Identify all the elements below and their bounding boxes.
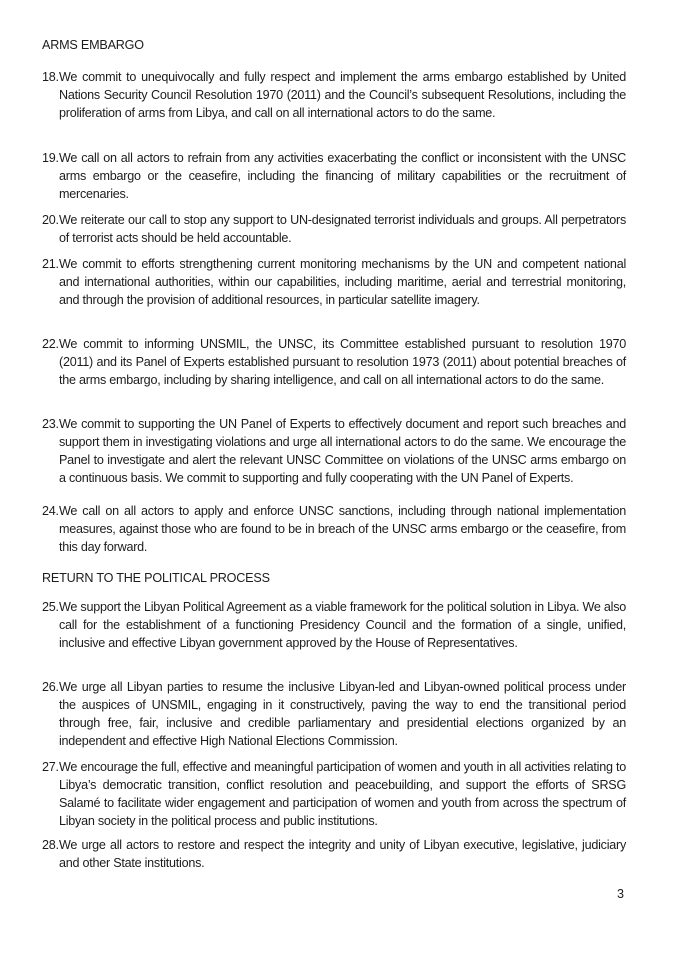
item-number: 23. <box>42 417 59 431</box>
item-number: 20. <box>42 213 59 227</box>
item-text: We encourage the full, effective and meaningful participation of women and youth in all activities relating to Libya’s democratic transition, conflict resolution and peacebuilding, and support the efforts of SRSG Salamé to facilitate wider engagement and participation of women and youth from across the spectrum of Libyan society in the political process and public institutions. <box>59 760 626 828</box>
list-item-24 <box>42 502 626 556</box>
list-item-28 <box>42 836 626 872</box>
list-item-19 <box>42 149 626 203</box>
list-item-27 <box>42 758 626 830</box>
item-text: We commit to unequivocally and fully respect and implement the arms embargo established by United Nations Security Council Resolution 1970 (2011) and the Council’s subsequent Resolutions, including the proliferation of arms from Libya, and call on all international actors to do the same. <box>59 70 626 120</box>
item-text: We support the Libyan Political Agreement as a viable framework for the political solution in Libya. We also call for the establishment of a functioning Presidency Council and the formation of a single, unified, inclusive and effective Libyan government approved by the House of Representatives. <box>59 600 626 650</box>
list-item-20 <box>42 211 626 247</box>
item-text: We commit to informing UNSMIL, the UNSC, its Committee established pursuant to resolution 1970 (2011) and its Panel of Experts established pursuant to resolution 1973 (2011) about potential breaches of the arms embargo, including by sharing intelligence, and call on all international actors to do the same. <box>59 337 626 387</box>
item-number: 25. <box>42 600 59 614</box>
section-heading-arms-embargo: ARMS EMBARGO <box>42 38 144 52</box>
list-item-21 <box>42 255 626 309</box>
page-number: 3 <box>617 887 625 901</box>
section-heading-political-process: RETURN TO THE POLITICAL PROCESS <box>42 571 270 585</box>
item-number: 27. <box>42 760 59 774</box>
item-number: 26. <box>42 680 59 694</box>
item-number: 28. <box>42 838 59 852</box>
item-text: We call on all actors to apply and enforce UNSC sanctions, including through national implementation measures, against those who are found to be in breach of the UNSC arms embargo or the ceasefire, from this day forward. <box>59 504 626 554</box>
item-number: 24. <box>42 504 59 518</box>
item-number: 19. <box>42 151 59 165</box>
list-item-26 <box>42 678 626 750</box>
item-text: We urge all actors to restore and respect the integrity and unity of Libyan executive, legislative, judiciary and other State institutions. <box>59 838 626 870</box>
list-item-18 <box>42 68 626 122</box>
item-text: We call on all actors to refrain from any activities exacerbating the conflict or inconsistent with the UNSC arms embargo or the ceasefire, including the financing of military capabilities or the recruitment of mercenaries. <box>59 151 626 201</box>
item-text: We reiterate our call to stop any support to UN-designated terrorist individuals and groups. All perpetrators of terrorist acts should be held accountable. <box>59 213 626 245</box>
list-item-22 <box>42 335 626 389</box>
list-item-23 <box>42 415 626 487</box>
item-number: 21. <box>42 257 59 271</box>
item-text: We urge all Libyan parties to resume the inclusive Libyan-led and Libyan-owned political process under the auspices of UNSMIL, engaging in it constructively, paving the way to end the transitional period through free, fair, inclusive and credible parliamentary and presidential elections organized by an independent and effective High National Elections Commission. <box>59 680 626 748</box>
item-text: We commit to efforts strengthening current monitoring mechanisms by the UN and competent national and international authorities, within our capabilities, including maritime, aerial and terrestrial monitoring, and through the provision of additional resources, in particular satellite imagery. <box>59 257 626 307</box>
item-number: 18. <box>42 70 59 84</box>
item-text: We commit to supporting the UN Panel of Experts to effectively document and report such breaches and support them in investigating violations and urge all international actors to do the same. We encourage the Panel to investigate and alert the relevant UNSC Committee on violations of the UNSC arms embargo on a continuous basis. We commit to supporting and fully cooperating with the UN Panel of Experts. <box>59 417 626 485</box>
item-number: 22. <box>42 337 59 351</box>
list-item-25 <box>42 598 626 652</box>
